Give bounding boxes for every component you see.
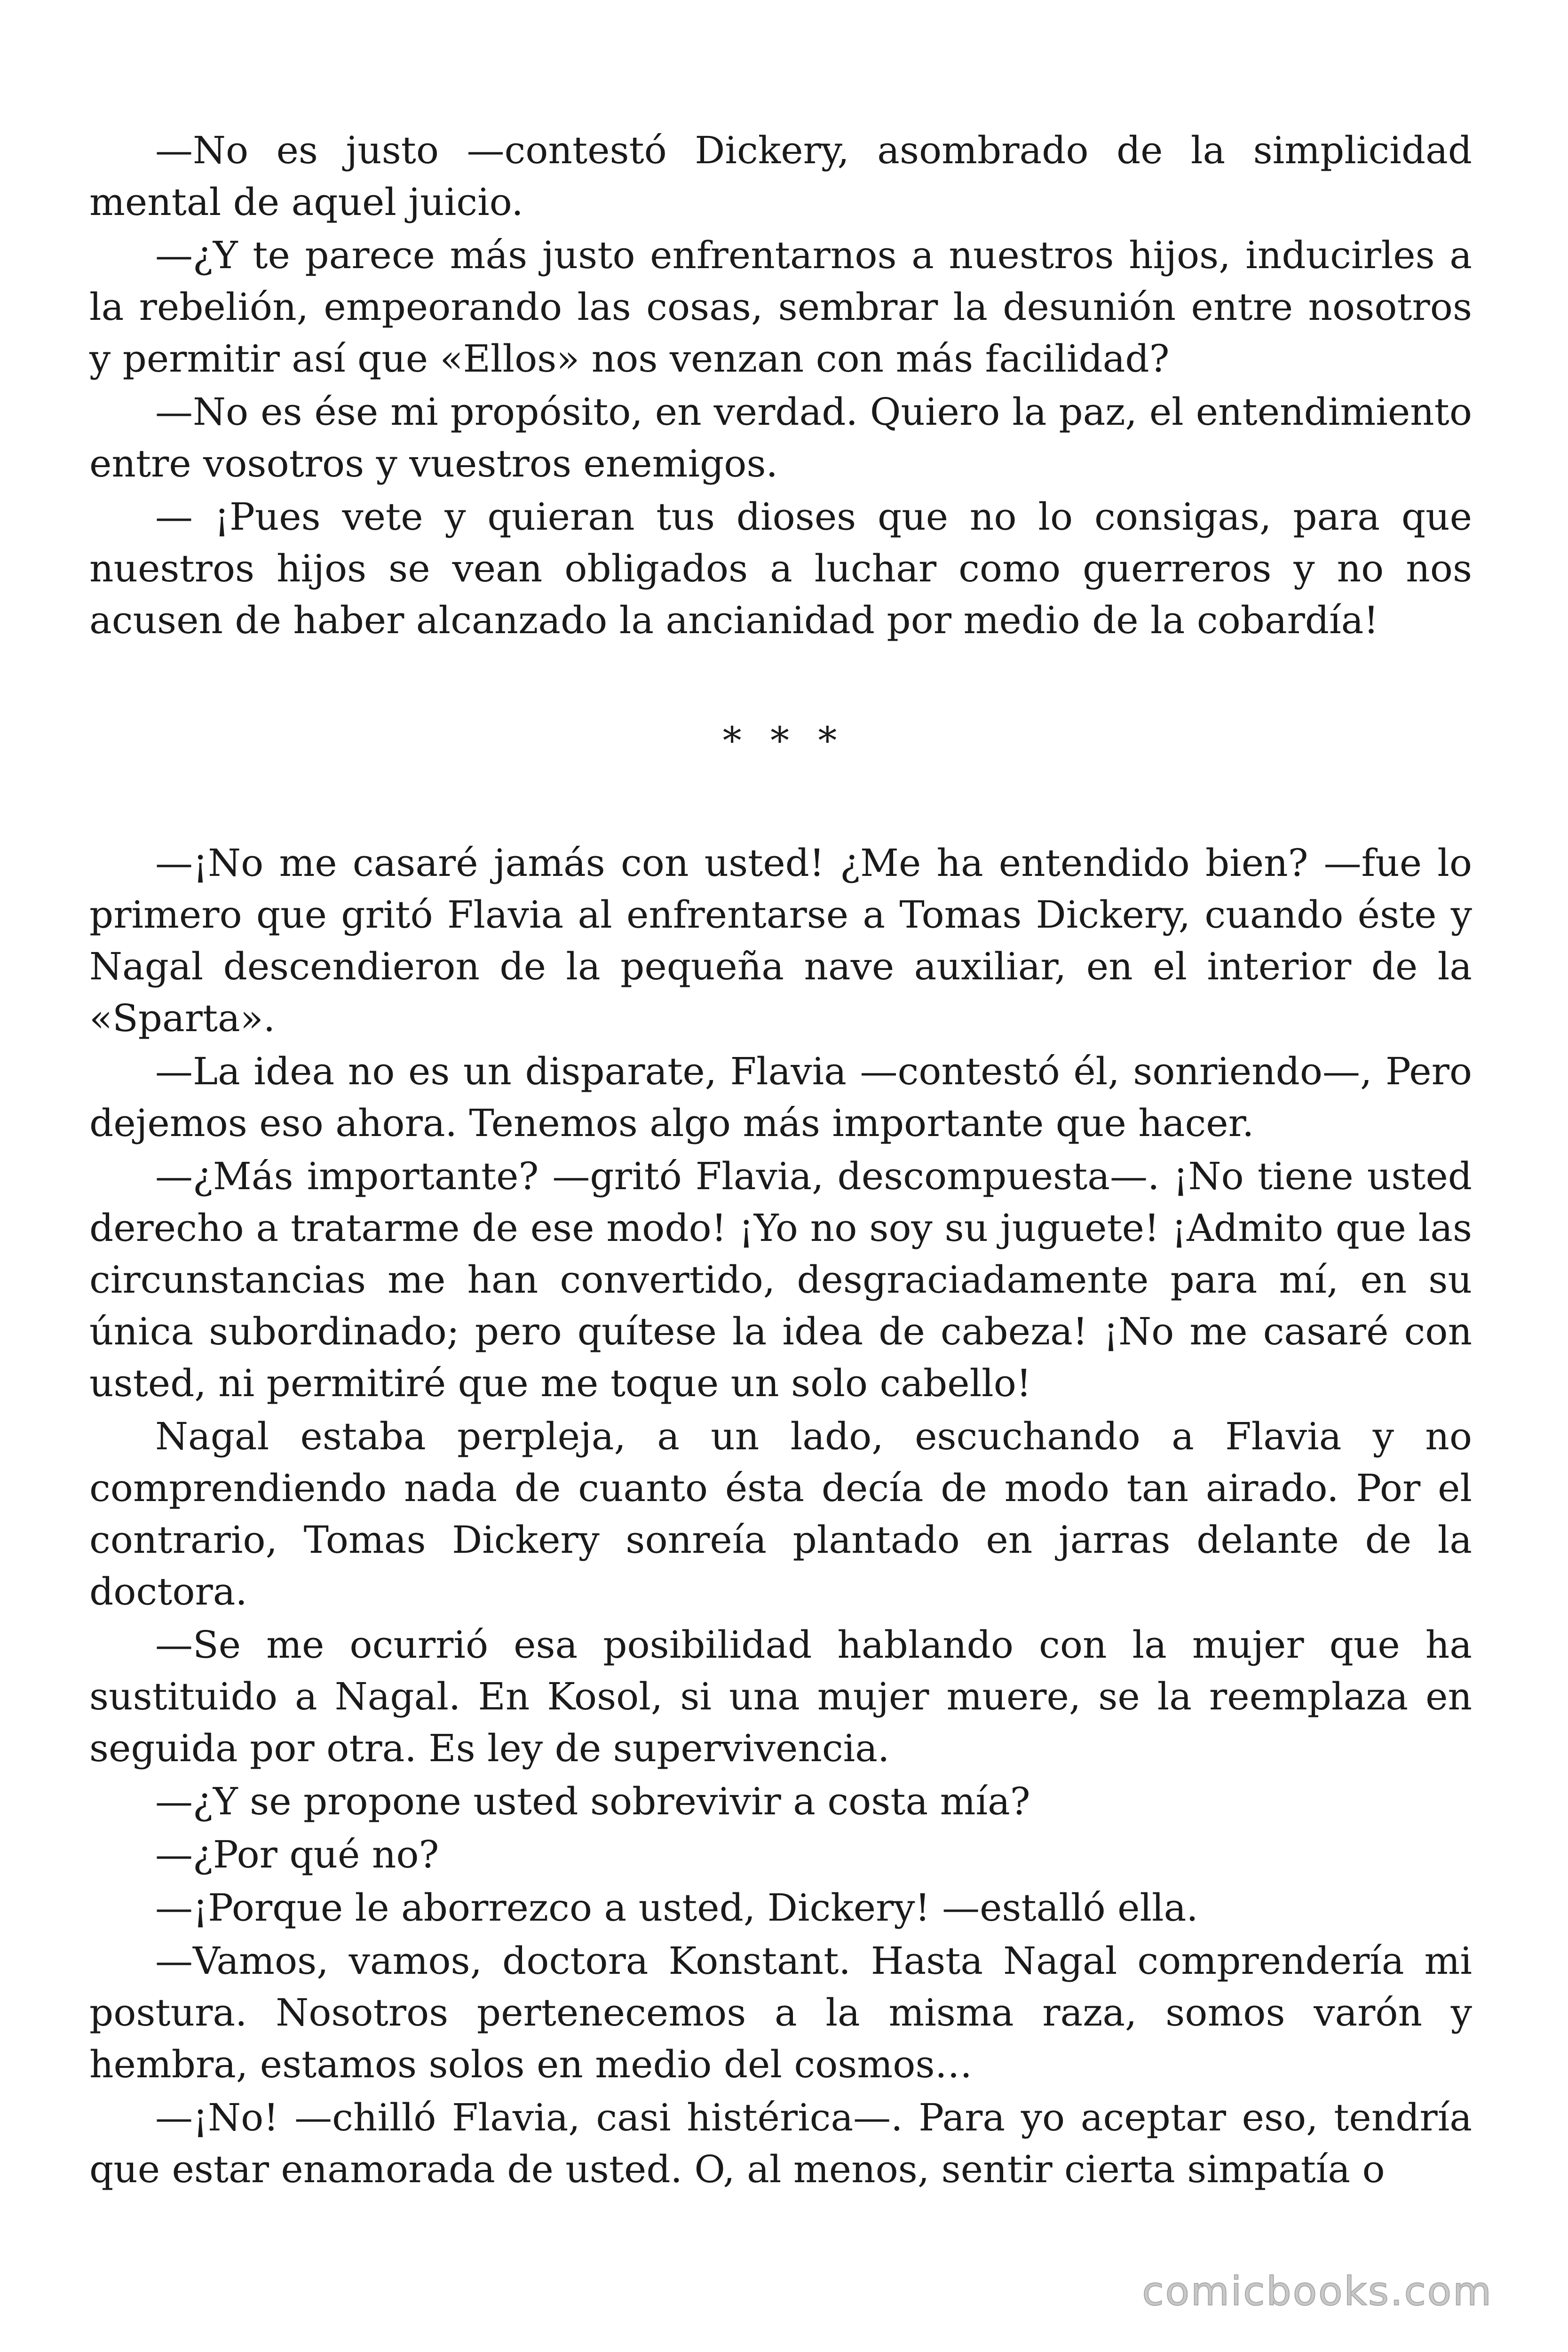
paragraph: — ¡Pues vete y quieran tus dioses que no lo consigas, para que nuestros hijos se vean obligados a luchar como guerreros y no nos acusen de haber alcanzado la ancianidad por medio de la cobardía!: [89, 495, 1472, 642]
section-separator: * * *: [722, 719, 846, 763]
paragraph: Nagal estaba perpleja, a un lado, escuchando a Flavia y no comprendiendo nada de cuanto ésta decía de modo tan airado. Por el contrario, Tomas Dickery sonreía plantado en jarras delante de la doctora.: [89, 1414, 1472, 1613]
paragraph: —¿Y te parece más justo enfrentarnos a nuestros hijos, inducirles a la rebelión, empeorando las cosas, sembrar la desunión entre nosotros y permitir así que «Ellos» nos venzan con más facilidad?: [89, 233, 1472, 381]
paragraph: —¡No! —chilló Flavia, casi histérica—. Para yo aceptar eso, tendría que estar enamorada de usted. O, al menos, sentir cierta simpatía o: [89, 2096, 1472, 2191]
paragraph: —¡Porque le aborrezco a usted, Dickery! —estalló ella.: [155, 1886, 1198, 1930]
watermark: comicbooks.com: [1142, 2268, 1493, 2314]
paragraph: —Se me ocurrió esa posibilidad hablando con la mujer que ha sustituido a Nagal. En Kosol, si una mujer muere, se la reemplaza en seguida por otra. Es ley de supervivencia.: [89, 1623, 1472, 1770]
paragraph: —Vamos, vamos, doctora Konstant. Hasta Nagal comprendería mi postura. Nosotros pertenecemos a la misma raza, somos varón y hembra, estamos solos en medio del cosmos…: [89, 1939, 1472, 2086]
text-block-bottom: [89, 837, 1472, 2195]
paragraph: —No es justo —contestó Dickery, asombrado de la simplicidad mental de aquel juicio.: [89, 128, 1472, 224]
paragraph: —No es ése mi propósito, en verdad. Quiero la paz, el entendimiento entre vosotros y vuestros enemigos.: [89, 390, 1472, 485]
paragraph: —La idea no es un disparate, Flavia —contestó él, sonriendo—, Pero dejemos eso ahora. Tenemos algo más importante que hacer.: [89, 1049, 1472, 1145]
paragraph: —¡No me casaré jamás con usted! ¿Me ha entendido bien? —fue lo primero que gritó Flavia al enfrentarse a Tomas Dickery, cuando éste y Nagal descendieron de la pequeña nave auxiliar, en el interior de la «Sparta».: [89, 841, 1472, 1040]
paragraph: —¿Más importante? —gritó Flavia, descompuesta—. ¡No tiene usted derecho a tratarme de ese modo! ¡Yo no soy su juguete! ¡Admito que las circunstancias me han convertido, desgraciadamente para mí, en su única subordinado; pero quítese la idea de cabeza! ¡No me casaré con usted, ni permitiré que me toque un solo cabello!: [89, 1154, 1472, 1405]
text-block-top: [89, 125, 1472, 648]
paragraph: —¿Por qué no?: [155, 1833, 439, 1876]
paragraph: —¿Y se propone usted sobrevivir a costa mía?: [155, 1780, 1030, 1823]
